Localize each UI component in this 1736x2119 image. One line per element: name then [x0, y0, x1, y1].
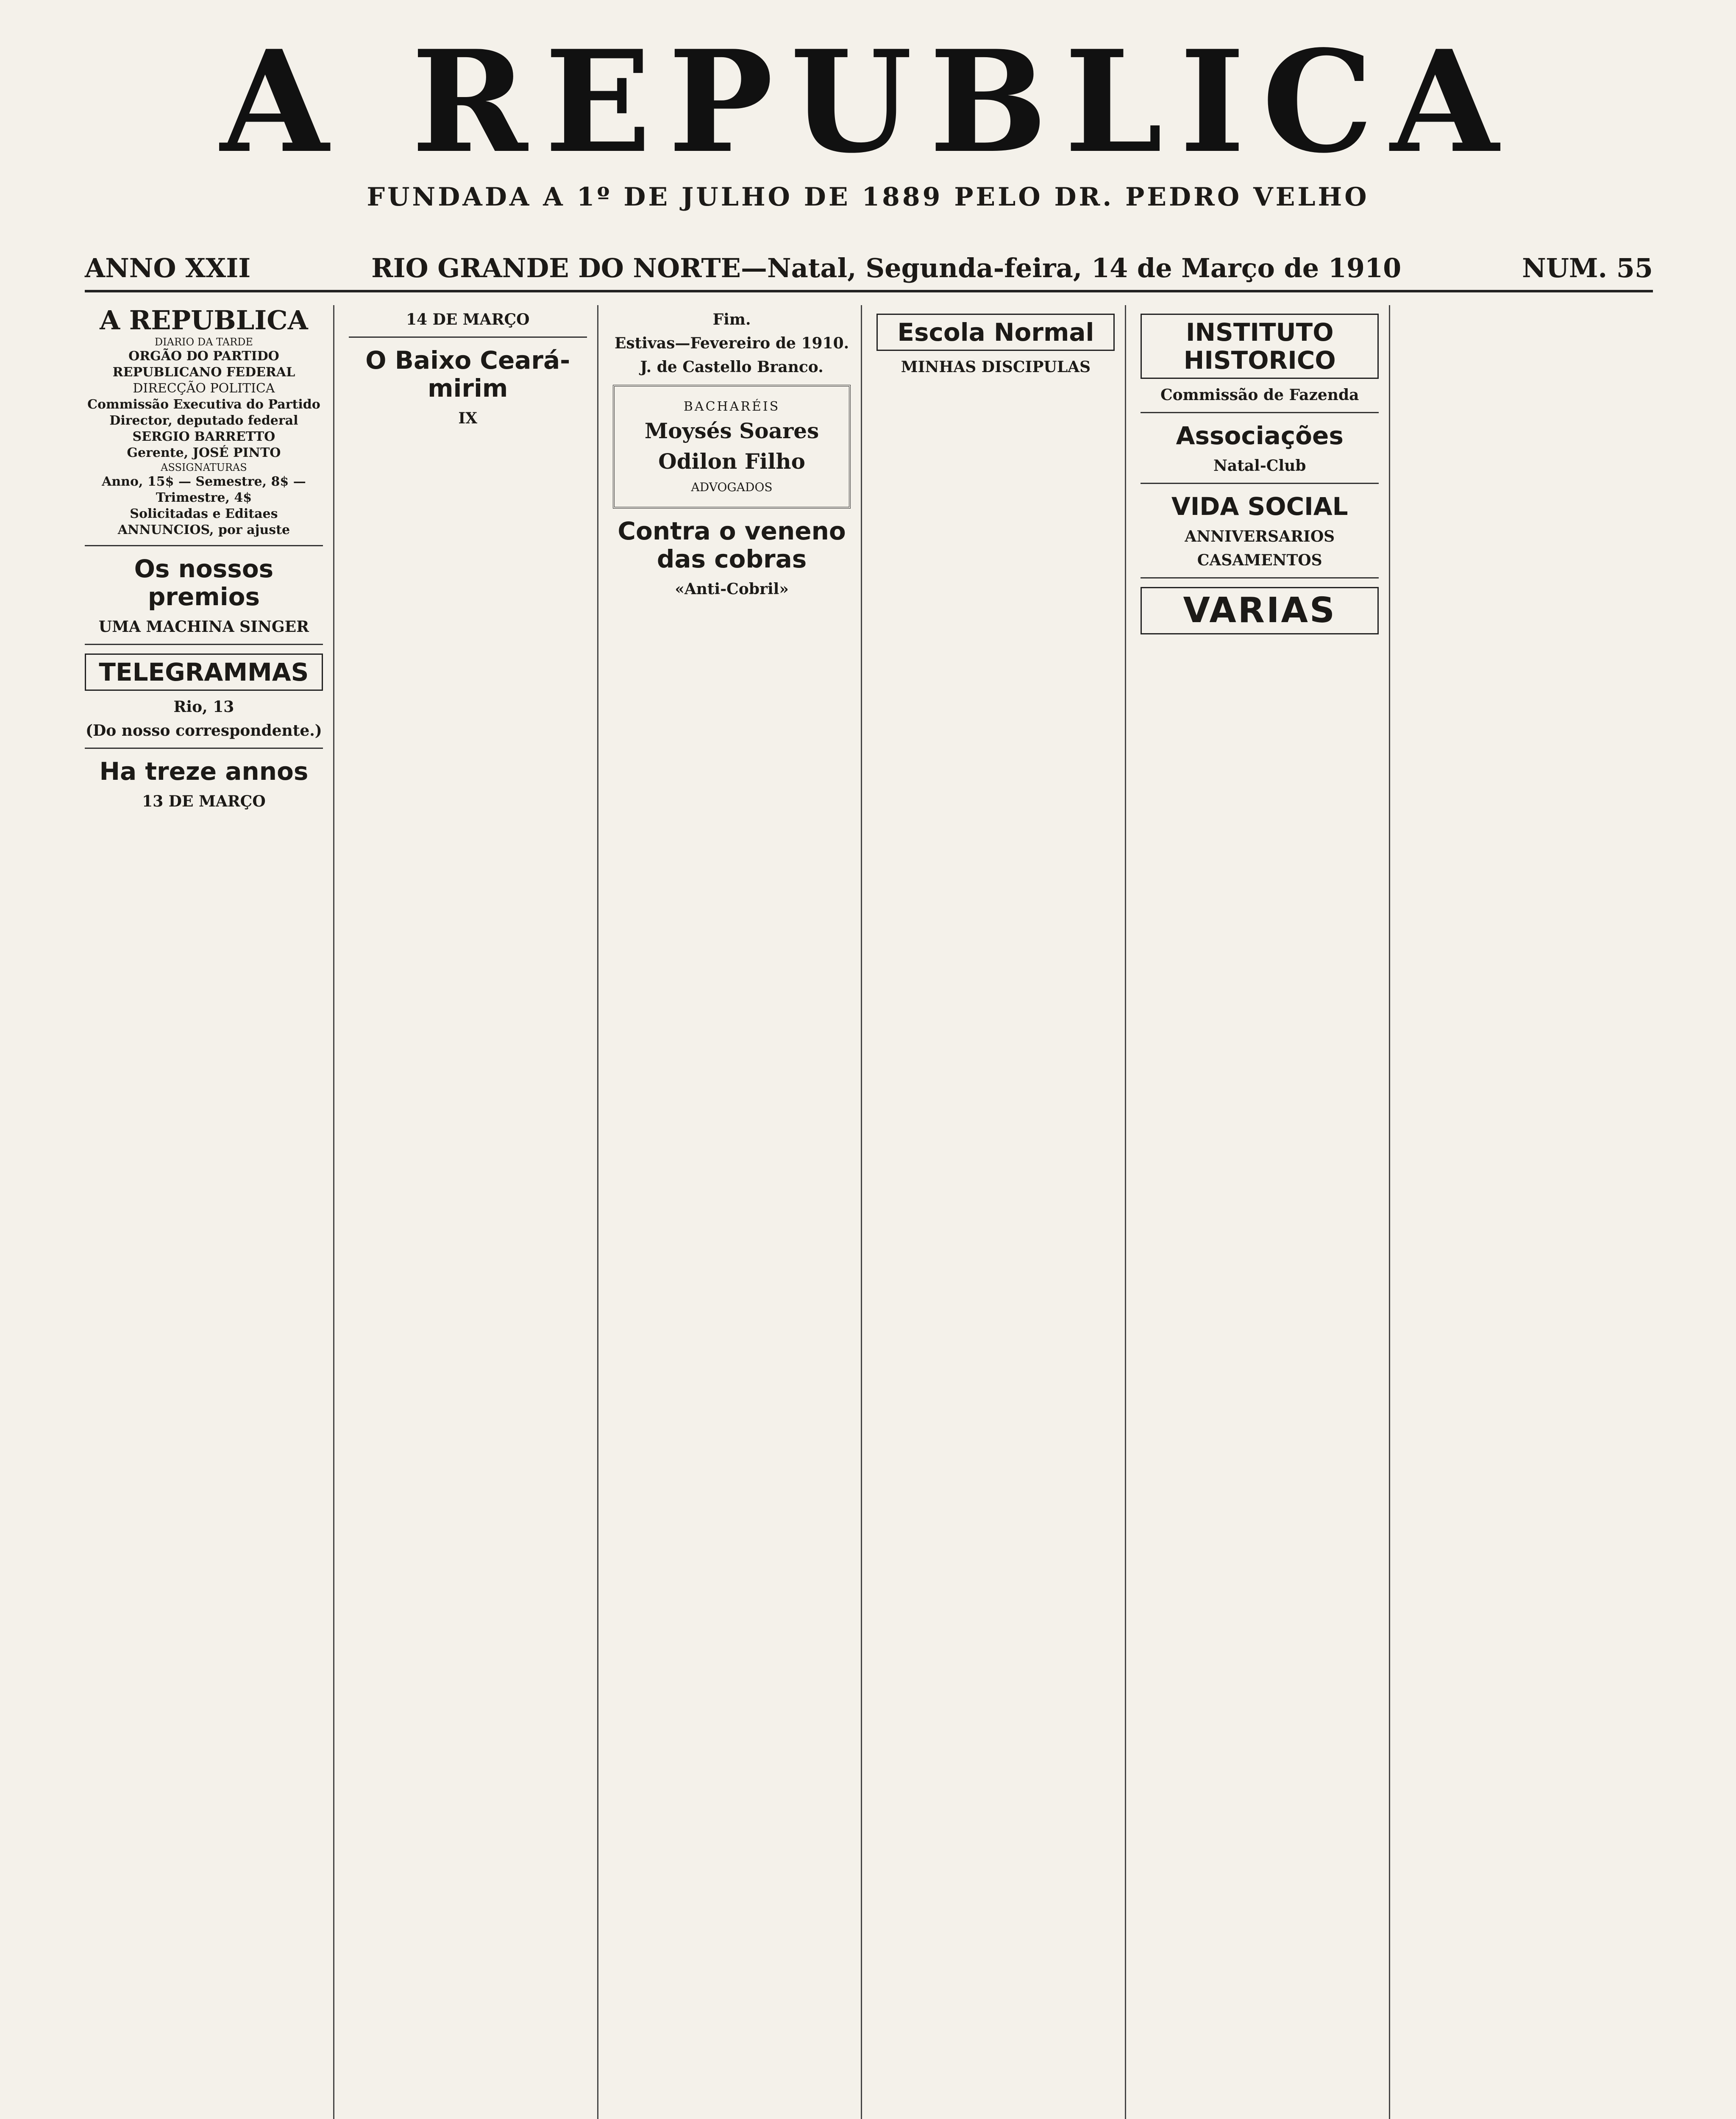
headline-baixo-ceara-mirim: O Baixo Ceará-mirim [365, 346, 570, 403]
year-label: ANNO XXII [85, 252, 251, 284]
ad-subtitle: ADVOGADOS [691, 480, 773, 494]
headline-vida-social: VIDA SOCIAL [1171, 492, 1348, 521]
publication-info-box [85, 305, 323, 546]
ads-line: Solicitadas e Editaes [130, 506, 278, 521]
article-number: IX [458, 409, 478, 427]
correspondent-credit: (Do nosso correspondente.) [86, 722, 322, 740]
subscriptions-label: ASSIGNATURAS [161, 462, 247, 473]
publication-brand: A REPUBLICA [100, 305, 308, 336]
dateline [85, 246, 1653, 292]
date-label: 14 DE MARÇO [406, 311, 530, 328]
divider [1141, 577, 1379, 578]
headline-contra-veneno: Contra o veneno das cobras [618, 517, 846, 573]
aniversarios-subtitle: ANNIVERSARIOS [1185, 528, 1335, 545]
publication-director: Director, deputado federal SERGIO BARRETTO [109, 413, 298, 444]
newspaper-subtitle: FUNDADA A 1º DE JULHO DE 1889 PELO DR. PEDRO VELHO [367, 182, 1369, 212]
newspaper-title: A REPUBLICA [220, 19, 1516, 184]
headline-escola-normal: Escola Normal [876, 314, 1115, 351]
commissao-fazenda: Commissão de Fazenda [1160, 386, 1359, 404]
anti-cobril-title: «Anti-Cobril» [675, 580, 789, 598]
headline-instituto-historico: INSTITUTO HISTORICO [1141, 314, 1379, 379]
subscriptions-prices: Anno, 15$ — Semestre, 8$ — Trimestre, 4$ [102, 474, 306, 505]
article-author: J. de Castello Branco. [640, 358, 823, 376]
headline-associacoes: Associações [1176, 421, 1344, 450]
ad-title: BACHARÉIS [683, 399, 780, 414]
issue-number: NUM. 55 [1522, 252, 1653, 284]
publication-daily: DIARIO DA TARDE [154, 336, 253, 348]
casamentos-subtitle: CASAMENTOS [1197, 551, 1322, 569]
divider [1141, 483, 1379, 484]
column-6 [1405, 305, 1653, 2119]
headline-premios: Os nossos premios [134, 554, 274, 611]
divider [1141, 412, 1379, 413]
ad-name-2: Odilon Filho [658, 449, 805, 474]
headline-treze-annos: Ha treze annos [99, 757, 309, 786]
divider [349, 336, 587, 338]
ad-name-1: Moysés Soares [644, 418, 819, 443]
place-date: RIO GRANDE DO NORTE—Natal, Segunda-feira, 14 de Março de 1910 [371, 252, 1402, 284]
publication-committee: Commissão Executiva do Partido [87, 397, 320, 412]
column-4 [876, 305, 1126, 2119]
publication-direction: DIRECÇÃO POLITICA [133, 381, 275, 396]
telegram-dateline: Rio, 13 [173, 698, 234, 716]
column-5 [1141, 305, 1390, 2119]
treze-date: 13 DE MARÇO [142, 793, 266, 810]
publication-organ: ORGÃO DO PARTIDO REPUBLICANO FEDERAL [112, 349, 295, 380]
column-2 [349, 305, 598, 2119]
ads-label: ANNUNCIOS, por ajuste [117, 523, 290, 537]
lawyers-ad [613, 385, 851, 509]
headline-telegrammas: TELEGRAMMAS [85, 653, 323, 691]
columns [85, 305, 1653, 2119]
natal-club-subtitle: Natal-Club [1213, 457, 1306, 475]
divider [85, 644, 323, 645]
masthead [25, 19, 1711, 225]
headline-varias: VARIAS [1141, 587, 1379, 634]
divider [85, 748, 323, 749]
column-3 [613, 305, 862, 2119]
singer-machine: UMA MACHINA SINGER [98, 618, 309, 636]
publication-manager: Gerente, JOSÉ PINTO [127, 445, 281, 460]
article-end: Fim. [712, 311, 751, 328]
mestre-subtitle: MINHAS DISCIPULAS [901, 358, 1091, 376]
article-signoff: Estivas—Fevereiro de 1910. [614, 334, 849, 352]
column-1 [85, 305, 334, 2119]
